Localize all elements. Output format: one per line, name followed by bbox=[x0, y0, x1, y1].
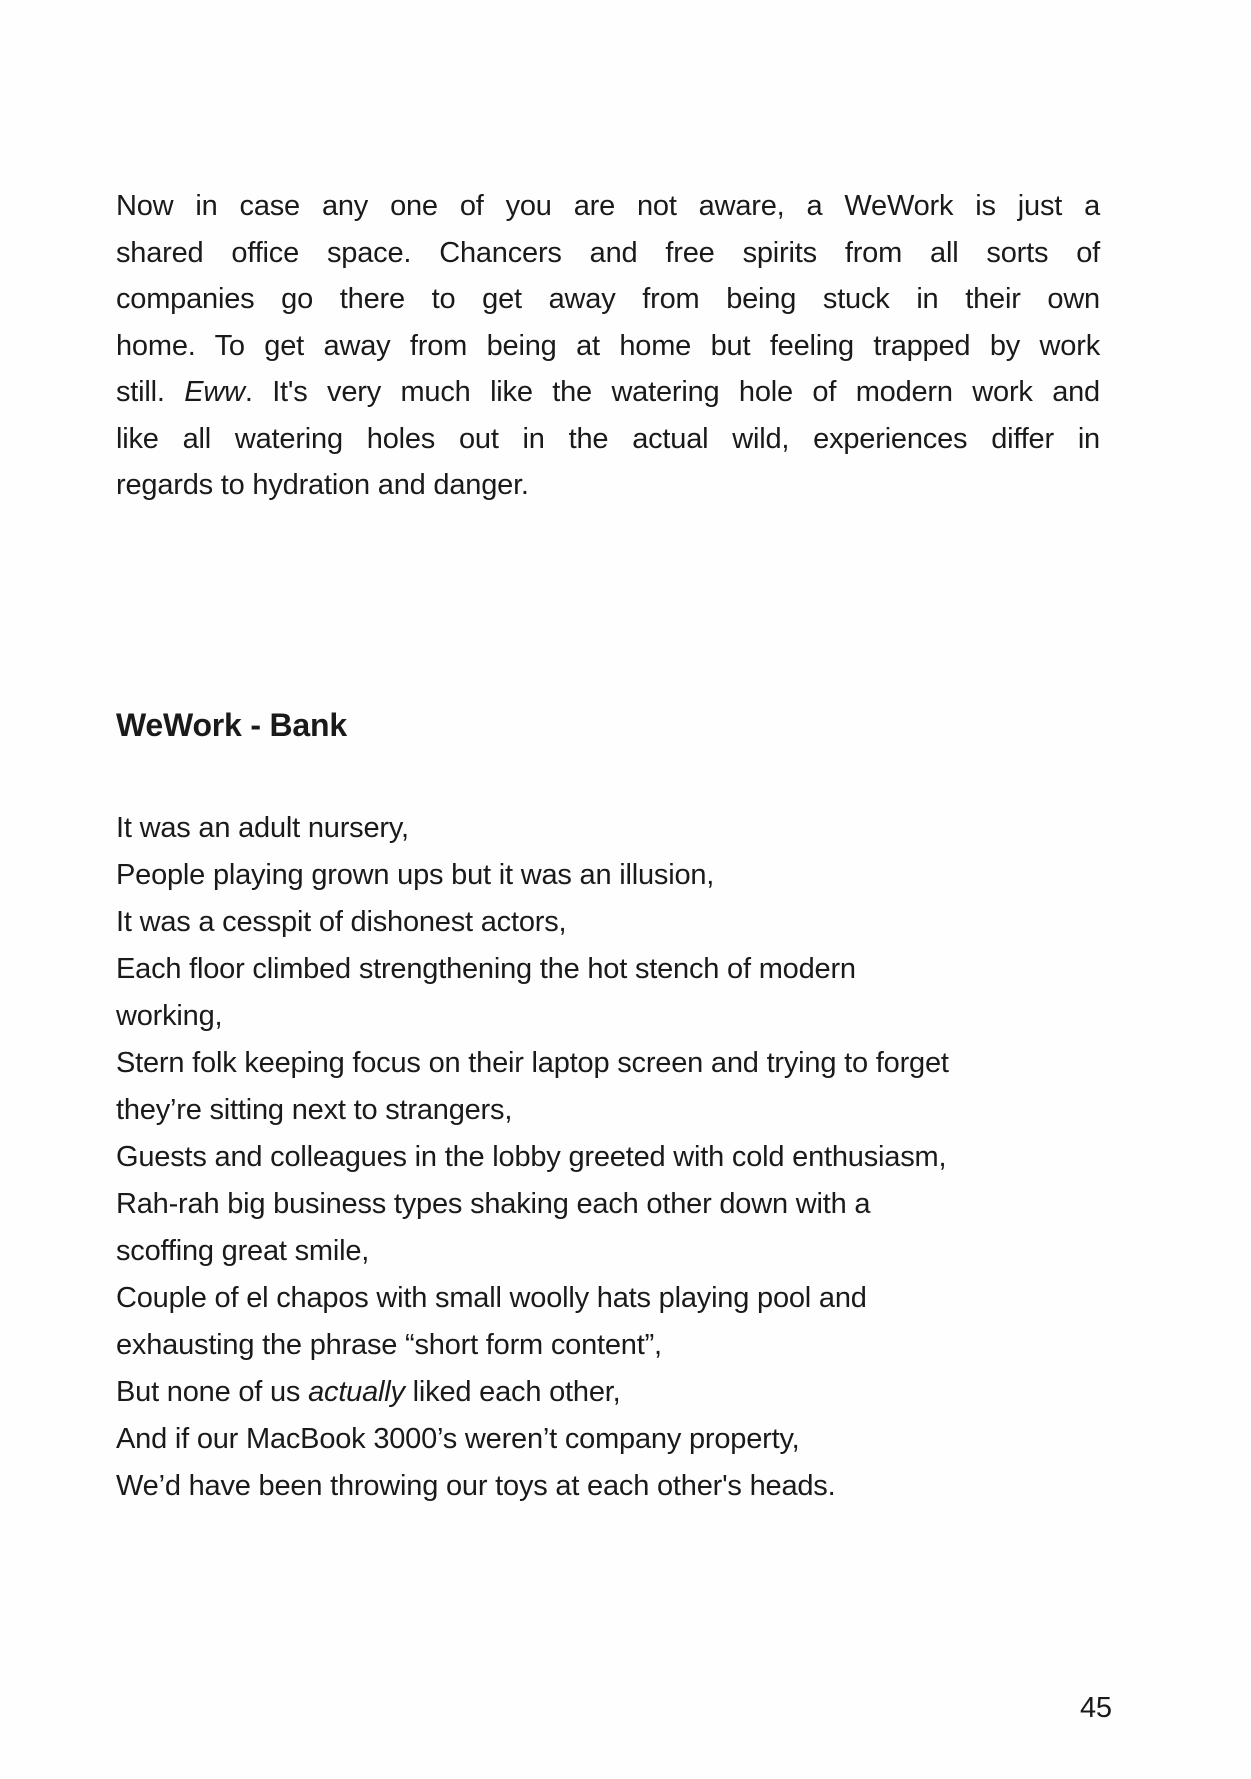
poem-line bbox=[116, 1134, 1146, 1181]
text-segment: But none of us bbox=[116, 1376, 309, 1408]
text-segment: . It's very much like the watering hole of modern work and bbox=[244, 376, 1100, 408]
poem-line bbox=[116, 1275, 1146, 1322]
text-segment: Couple of el chapos with small woolly hats playing pool and bbox=[116, 1282, 867, 1314]
italic-text: Eww bbox=[184, 376, 245, 408]
paragraph-line bbox=[116, 369, 1100, 416]
poem-line bbox=[116, 1369, 1146, 1416]
paragraph-line bbox=[116, 183, 1100, 230]
text-segment: Rah-rah big business types shaking each other down with a bbox=[116, 1188, 871, 1220]
poem-line bbox=[116, 1040, 1146, 1087]
paragraph-line bbox=[116, 276, 1100, 323]
paragraph-line bbox=[116, 416, 1100, 463]
text-segment: regards to hydration and danger. bbox=[116, 469, 529, 501]
text-segment: they’re sitting next to strangers, bbox=[116, 1094, 513, 1126]
poem-line bbox=[116, 899, 1146, 946]
paragraph-line bbox=[116, 462, 1100, 509]
text-segment: Now in case any one of you are not aware, a WeWork is just a bbox=[116, 190, 1100, 222]
text-segment: It was an adult nursery, bbox=[116, 812, 409, 844]
text-segment: scoffing great smile, bbox=[116, 1235, 370, 1267]
text-segment: like all watering holes out in the actual wild, experiences differ in bbox=[116, 422, 1100, 455]
text-segment: liked each other, bbox=[404, 1376, 621, 1408]
intro-paragraph bbox=[116, 183, 1100, 509]
poem-line bbox=[116, 852, 1146, 899]
text-segment: exhausting the phrase “short form content”, bbox=[116, 1329, 662, 1361]
text-segment: working, bbox=[116, 1000, 223, 1032]
poem bbox=[116, 805, 1146, 1510]
poem-line bbox=[116, 1181, 1146, 1228]
paragraph-line bbox=[116, 323, 1100, 370]
poem-line bbox=[116, 993, 1146, 1040]
page-number: 45 bbox=[1080, 1692, 1112, 1724]
text-segment: Stern folk keeping focus on their laptop screen and trying to forget bbox=[116, 1047, 949, 1079]
text-segment: People playing grown ups but it was an illusion, bbox=[116, 859, 715, 891]
text-segment: Guests and colleagues in the lobby greeted with cold enthusiasm, bbox=[116, 1141, 947, 1173]
poem-title: WeWork - Bank bbox=[116, 707, 347, 743]
text-segment: It was a cesspit of dishonest actors, bbox=[116, 906, 567, 938]
text-segment: companies go there to get away from being stuck in their own bbox=[116, 283, 1100, 315]
text-segment: home. To get away from being at home but feeling trapped by work bbox=[116, 329, 1100, 362]
text-segment: still. bbox=[116, 376, 185, 408]
poem-line bbox=[116, 1416, 1146, 1463]
paragraph-line bbox=[116, 230, 1100, 277]
italic-text: actually bbox=[308, 1376, 405, 1408]
poem-line bbox=[116, 1087, 1146, 1134]
poem-line bbox=[116, 1322, 1146, 1369]
poem-line bbox=[116, 805, 1146, 852]
text-segment: Each floor climbed strengthening the hot stench of modern bbox=[116, 953, 856, 985]
text-segment: We’d have been throwing our toys at each other's heads. bbox=[116, 1470, 836, 1502]
poem-line bbox=[116, 1228, 1146, 1275]
text-segment: shared office space. Chancers and free spirits from all sorts of bbox=[116, 236, 1100, 269]
text-segment: And if our MacBook 3000’s weren’t company property, bbox=[116, 1423, 800, 1455]
poem-line bbox=[116, 946, 1146, 993]
poem-line bbox=[116, 1463, 1146, 1510]
